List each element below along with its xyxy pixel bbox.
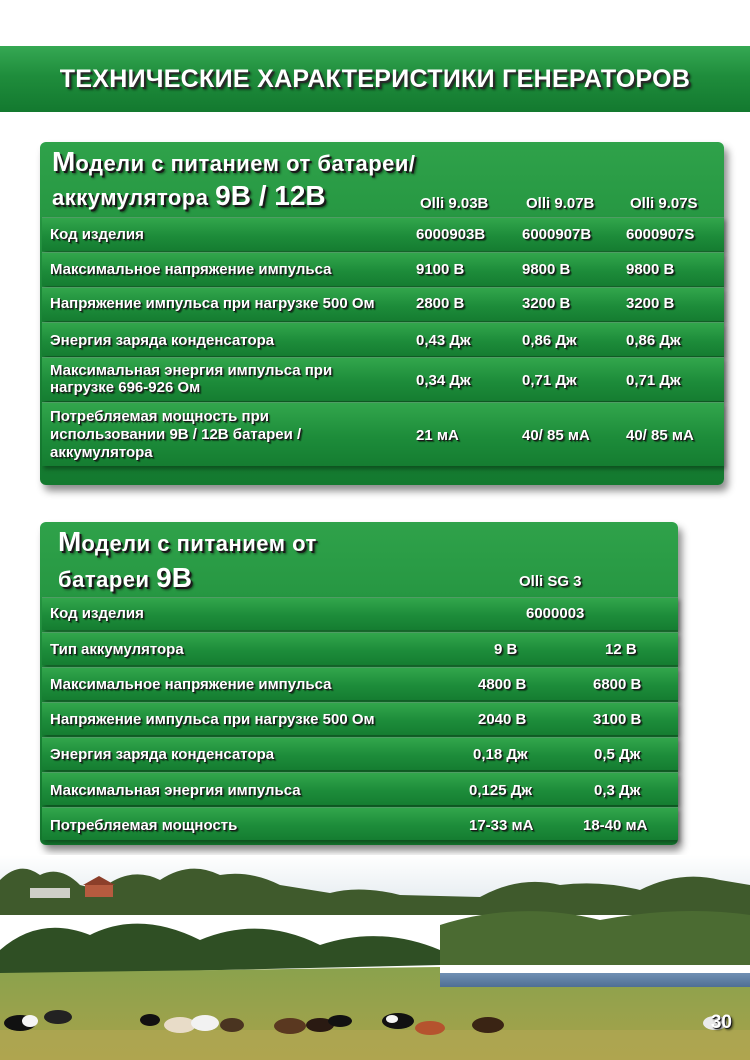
row-value: 0,5 Дж bbox=[594, 746, 641, 763]
row-value: 40/ 85 мА bbox=[626, 427, 694, 444]
row-value: 9 В bbox=[494, 641, 518, 658]
row-label: Код изделия bbox=[50, 605, 144, 622]
row-value: 6000903B bbox=[416, 226, 486, 243]
row-value: 9800 В bbox=[626, 261, 675, 278]
row-label: Максимальное напряжение импульса bbox=[50, 261, 332, 278]
pasture-landscape-photo bbox=[0, 855, 750, 1060]
row-value: 0,3 Дж bbox=[594, 782, 641, 799]
row-value: 9800 В bbox=[522, 261, 571, 278]
card1-model-header: Olli 9.07S bbox=[630, 195, 698, 212]
row-label: Максимальная энергия импульса при bbox=[50, 362, 333, 379]
row-label: Максимальная энергия импульса bbox=[50, 782, 301, 799]
row-label: Напряжение импульса при нагрузке 500 Ом bbox=[50, 295, 375, 312]
row-label: Максимальное напряжение импульса bbox=[50, 676, 332, 693]
row-label: Потребляемая мощность bbox=[50, 817, 238, 834]
row-value: 6000907S bbox=[626, 226, 695, 243]
row-value: 0,71 Дж bbox=[522, 372, 577, 389]
row-value: 4800 В bbox=[478, 676, 527, 693]
row-value: 21 мА bbox=[416, 427, 459, 444]
page-title: ТЕХНИЧЕСКИЕ ХАРАКТЕРИСТИКИ ГЕНЕРАТОРОВ bbox=[59, 64, 691, 93]
card2-title-line1: Модели с питанием от bbox=[58, 526, 317, 557]
row-label: аккумулятора bbox=[50, 444, 153, 461]
card1-model-header: Olli 9.07B bbox=[526, 195, 595, 212]
row-label: Напряжение импульса при нагрузке 500 Ом bbox=[50, 711, 375, 728]
table-row bbox=[42, 217, 724, 251]
row-value: 6800 В bbox=[593, 676, 642, 693]
row-label: Потребляемая мощность при bbox=[50, 408, 269, 425]
card1-model-header: Olli 9.03B bbox=[420, 195, 489, 212]
card2-title-line2: батареи 9В bbox=[58, 562, 192, 593]
row-value: 0,125 Дж bbox=[469, 782, 533, 799]
row-value: 0,18 Дж bbox=[473, 746, 528, 763]
row-value: 3100 В bbox=[593, 711, 642, 728]
card1-title-line2: аккумулятора 9В / 12В bbox=[52, 180, 326, 211]
row-label: Код изделия bbox=[50, 226, 144, 243]
row-value: 9100 В bbox=[416, 261, 465, 278]
row-value: 3200 В bbox=[626, 295, 675, 312]
row-value: 0,86 Дж bbox=[626, 332, 681, 349]
card1-title-line1: Модели с питанием от батареи/ bbox=[52, 146, 416, 177]
row-label: использовании 9В / 12В батареи / bbox=[50, 426, 302, 443]
row-label: Тип аккумулятора bbox=[50, 641, 184, 658]
row-value: 0,86 Дж bbox=[522, 332, 577, 349]
row-value: 0,34 Дж bbox=[416, 372, 471, 389]
row-value: 2040 В bbox=[478, 711, 527, 728]
row-value: 6000003 bbox=[526, 605, 585, 622]
row-value: 40/ 85 мА bbox=[522, 427, 590, 444]
row-value: 2800 В bbox=[416, 295, 465, 312]
row-value: 18-40 мА bbox=[583, 817, 648, 834]
row-label: Энергия заряда конденсатора bbox=[50, 746, 275, 763]
row-label: нагрузке 696-926 Ом bbox=[50, 379, 201, 396]
row-value: 12 В bbox=[605, 641, 637, 658]
row-value: 3200 В bbox=[522, 295, 571, 312]
row-value: 17-33 мА bbox=[469, 817, 534, 834]
page-number: 30 bbox=[710, 1012, 732, 1033]
row-value: 0,43 Дж bbox=[416, 332, 471, 349]
header-banner bbox=[0, 46, 750, 112]
landscape-illustration bbox=[0, 855, 750, 1060]
row-value: 0,71 Дж bbox=[626, 372, 681, 389]
row-value: 6000907B bbox=[522, 226, 592, 243]
row-label: Энергия заряда конденсатора bbox=[50, 332, 275, 349]
card2-model-header: Olli SG 3 bbox=[519, 573, 582, 590]
